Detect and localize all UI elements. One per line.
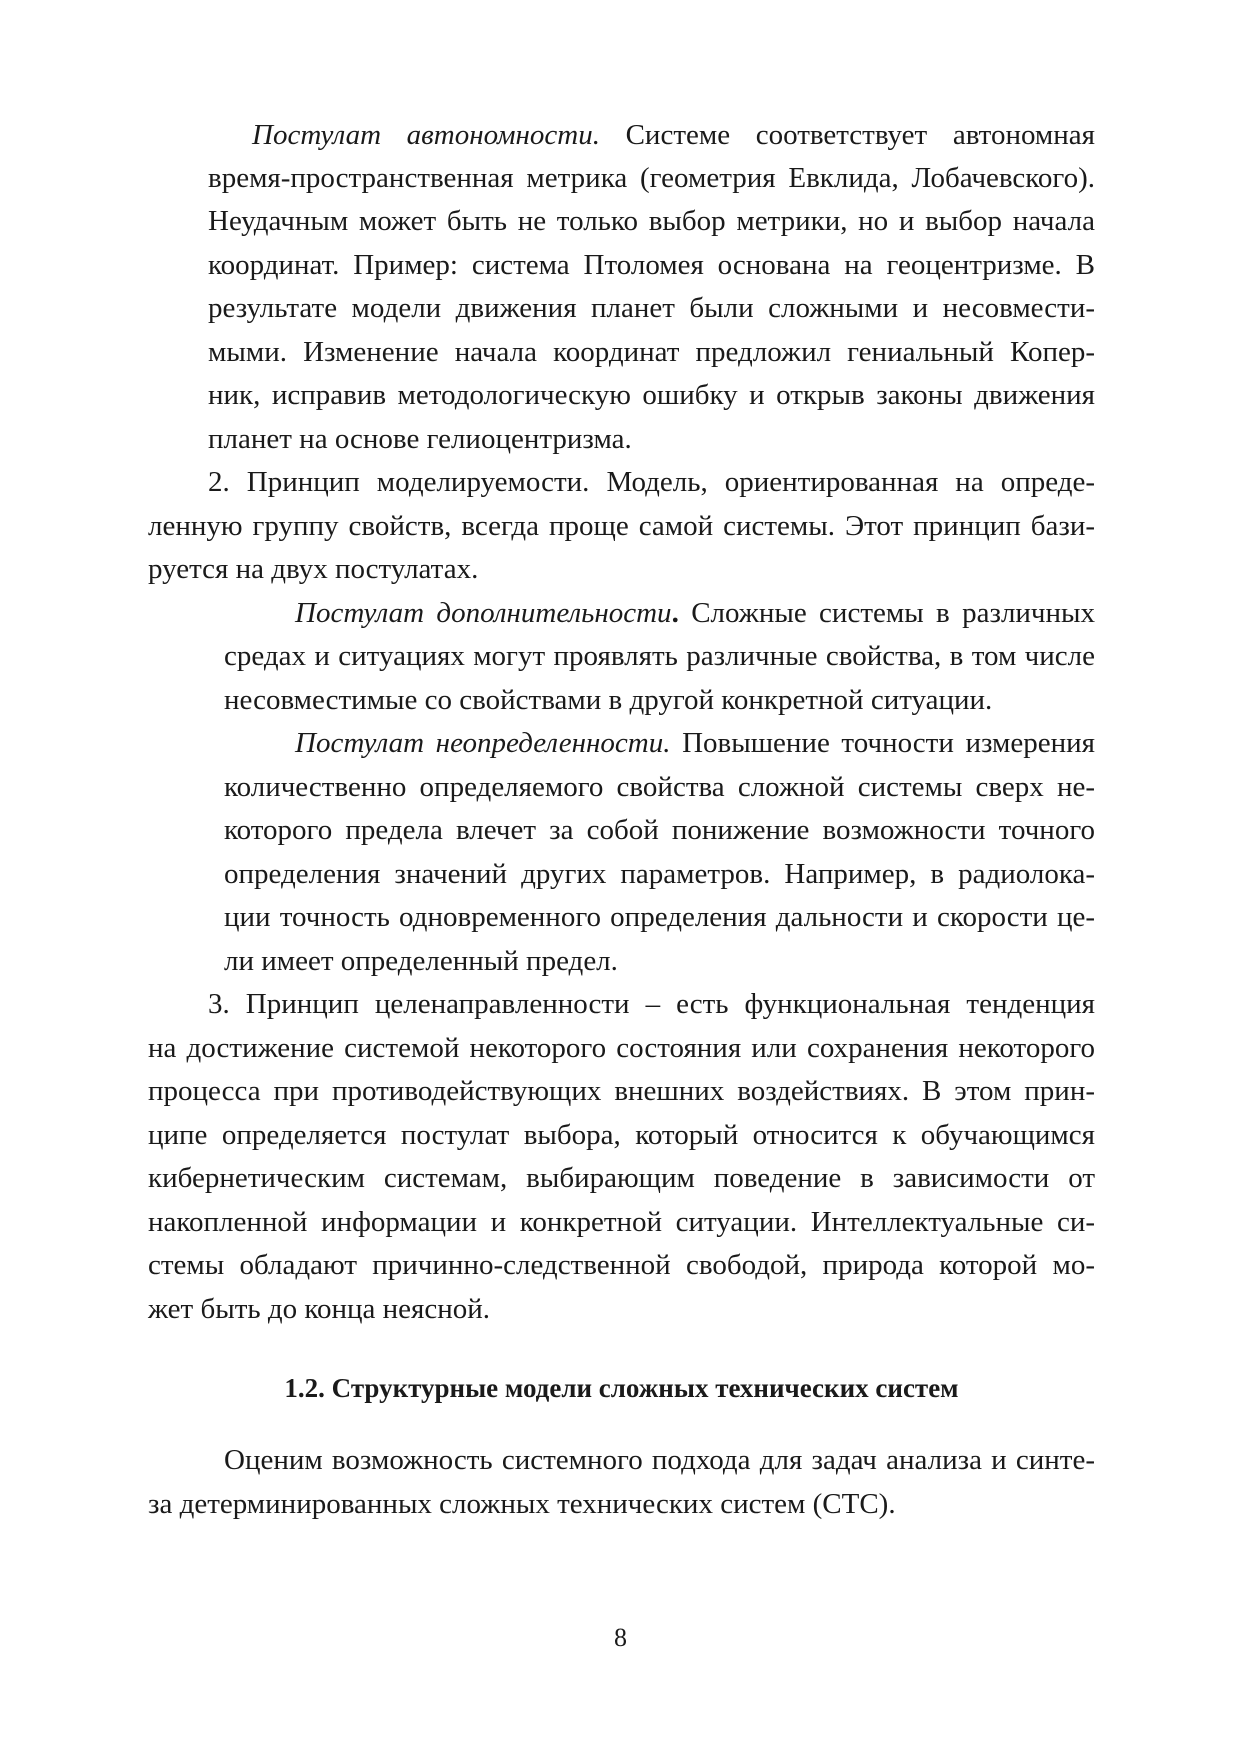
page-number: 8 (614, 1623, 627, 1652)
principle-2-line-3: руется на двух постулатах. (148, 553, 479, 585)
principle-2-line-1: 2. Принцип моделируемости. Модель, ориентированная на опреде- (208, 466, 1095, 498)
postulate-autonomy-line-7: ник, исправив методологическую ошибку и открыв законы движения (208, 379, 1095, 411)
principle-3-line-1: 3. Принцип целенаправленности – есть функциональная тенденция (208, 988, 1095, 1020)
principle-3-line-3: процесса при противодействующих внешних воздействиях. В этом прин- (148, 1075, 1095, 1107)
section-intro-line-2: за детерминированных сложных технических систем (СТС). (148, 1488, 896, 1520)
postulate-autonomy-line-2: время-пространственная метрика (геометрия Евклида, Лобачевского). (208, 162, 1095, 194)
postulate-autonomy-label: Постулат автономности. (252, 119, 600, 151)
principle-3-line-6: накопленной информации и конкретной ситуации. Интеллектуальные си- (148, 1206, 1095, 1238)
postulate-autonomy-line-1: Постулат автономности. Системе соответствует автономная (252, 119, 1096, 151)
postulate-uncertainty-line-1: Постулат неопределенности. Повышение точности измерения (295, 727, 1095, 759)
postulate-uncertainty-line-4: определения значений других параметров. Например, в радиолока- (224, 858, 1095, 890)
postulate-autonomy-line-8: планет на основе гелиоцентризма. (208, 423, 632, 455)
postulate-uncertainty-line-5: ции точность одновременного определения дальности и скорости це- (224, 901, 1095, 933)
postulate-autonomy-line-3: Неудачным может быть не только выбор метрики, но и выбор начала (208, 205, 1095, 237)
postulate-autonomy-line-5: результате модели движения планет были сложными и несовмести- (208, 292, 1095, 324)
postulate-complementarity-line-2: средах и ситуациях могут проявлять различные свойства, в том числе (224, 640, 1095, 672)
postulate-complementarity-line-3: несовместимые со свойствами в другой конкретной ситуации. (224, 684, 993, 716)
postulate-uncertainty-line-2: количественно определяемого свойства сложной системы сверх не- (224, 771, 1095, 803)
principle-3-line-2: на достижение системой некоторого состояния или сохранения некоторого (148, 1032, 1095, 1064)
postulate-complementarity-label: Постулат дополнительности (295, 597, 672, 629)
principle-3-line-7: стемы обладают причинно-следственной свободой, природа которой мо- (148, 1249, 1095, 1281)
postulate-uncertainty-line-3: которого предела влечет за собой понижение возможности точного (224, 814, 1095, 846)
postulate-uncertainty-label: Постулат неопределенности. (295, 727, 671, 759)
principle-3-line-8: жет быть до конца неясной. (148, 1293, 491, 1325)
principle-3-line-4: ципе определяется постулат выбора, который относится к обучающимся (148, 1119, 1095, 1151)
principle-3-line-5: кибернетическим системам, выбирающим поведение в зависимости от (148, 1162, 1095, 1194)
principle-2-line-2: ленную группу свойств, всегда проще самой системы. Этот принцип бази- (148, 510, 1095, 542)
postulate-autonomy-line-4: координат. Пример: система Птоломея основана на геоцентризме. В (208, 249, 1095, 281)
postulate-uncertainty-line-6: ли имеет определенный предел. (224, 945, 618, 977)
postulate-complementarity-line-1: Постулат дополнительности. Сложные системы в различных (295, 597, 1096, 629)
section-intro-line-1: Оценим возможность системного подхода для задач анализа и синте- (224, 1444, 1095, 1476)
postulate-autonomy-line-6: мыми. Изменение начала координат предложил гениальный Копер- (208, 336, 1095, 368)
section-heading: 1.2. Структурные модели сложных технических систем (284, 1373, 959, 1403)
